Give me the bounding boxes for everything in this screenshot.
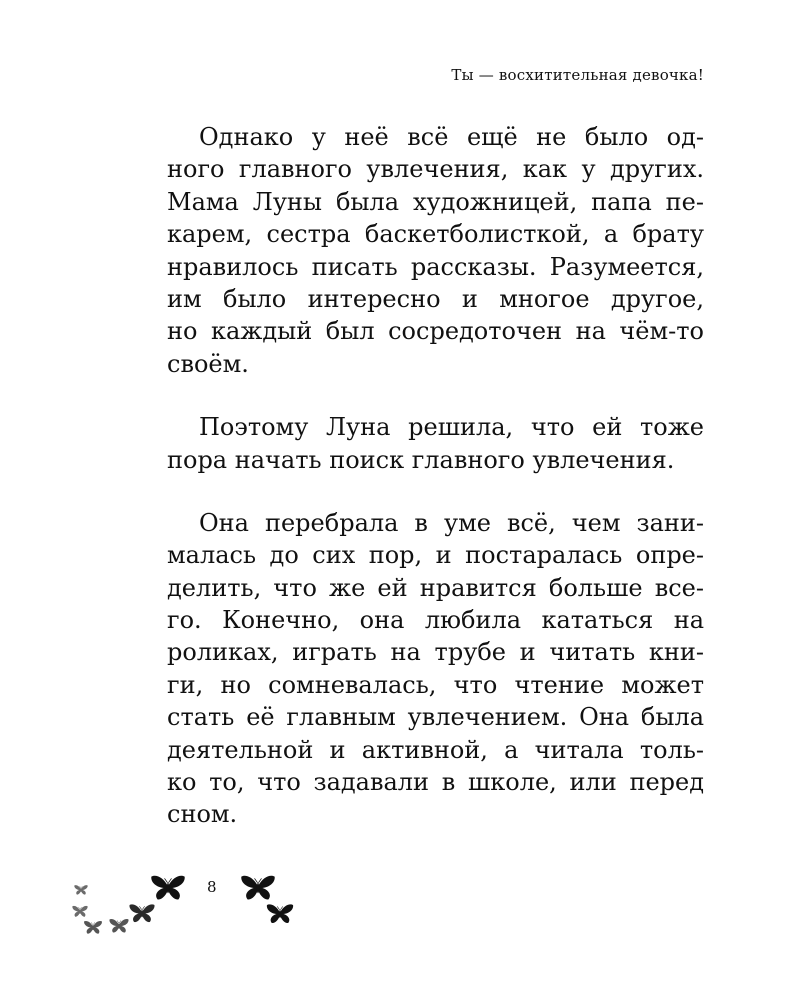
text-line: Мама Луны была художницей, папа пе- — [167, 187, 704, 216]
running-header: Ты — восхитительная девочка! — [451, 66, 704, 84]
text-line: пора начать поиск главного увлечения. — [167, 445, 675, 474]
body-text — [167, 121, 704, 831]
butterfly-icon — [74, 884, 88, 896]
text-line: Поэтому Луна решила, что ей тоже — [199, 413, 704, 442]
text-line: деятельной и активной, а читала толь- — [167, 735, 704, 764]
text-line: нравилось писать рассказы. Разумеется, — [167, 252, 704, 281]
text-line: го. Конечно, она любила кататься на — [167, 606, 704, 635]
text-line: стать её главным увлечением. Она была — [167, 703, 704, 732]
butterfly-icon — [266, 903, 294, 925]
text-line: ко то, что задавали в школе, или перед — [167, 768, 704, 797]
butterfly-icon — [83, 920, 103, 935]
text-line: роликах, играть на трубе и читать кни- — [167, 638, 704, 667]
butterfly-icon — [108, 918, 130, 934]
text-line: своём. — [167, 349, 249, 378]
text-line: карем, сестра баскетболисткой, а брату — [167, 220, 704, 249]
paragraph-2 — [167, 411, 704, 476]
butterfly-icon — [240, 874, 276, 902]
page-number: 8 — [207, 878, 217, 896]
butterfly-icon — [150, 874, 186, 902]
butterfly-icon — [72, 905, 88, 918]
text-line: делить, что же ей нравится больше все- — [167, 573, 704, 602]
text-line: им было интересно и многое другое, — [167, 284, 704, 313]
text-line: сном. — [167, 800, 238, 829]
paragraph-1 — [167, 121, 704, 380]
text-line: малась до сих пор, и постаралась опре- — [167, 541, 704, 570]
text-line: Однако у неё всё ещё не было од- — [199, 123, 704, 151]
butterfly-icon — [128, 903, 156, 924]
text-line: ного главного увлечения, как у других. — [167, 155, 704, 184]
text-line: Она перебрала в уме всё, чем зани- — [199, 508, 704, 537]
paragraph-3 — [167, 507, 704, 831]
text-line: ги, но сомневалась, что чтение может — [167, 670, 704, 699]
text-line: но каждый был сосредоточен на чём-то — [167, 317, 704, 346]
